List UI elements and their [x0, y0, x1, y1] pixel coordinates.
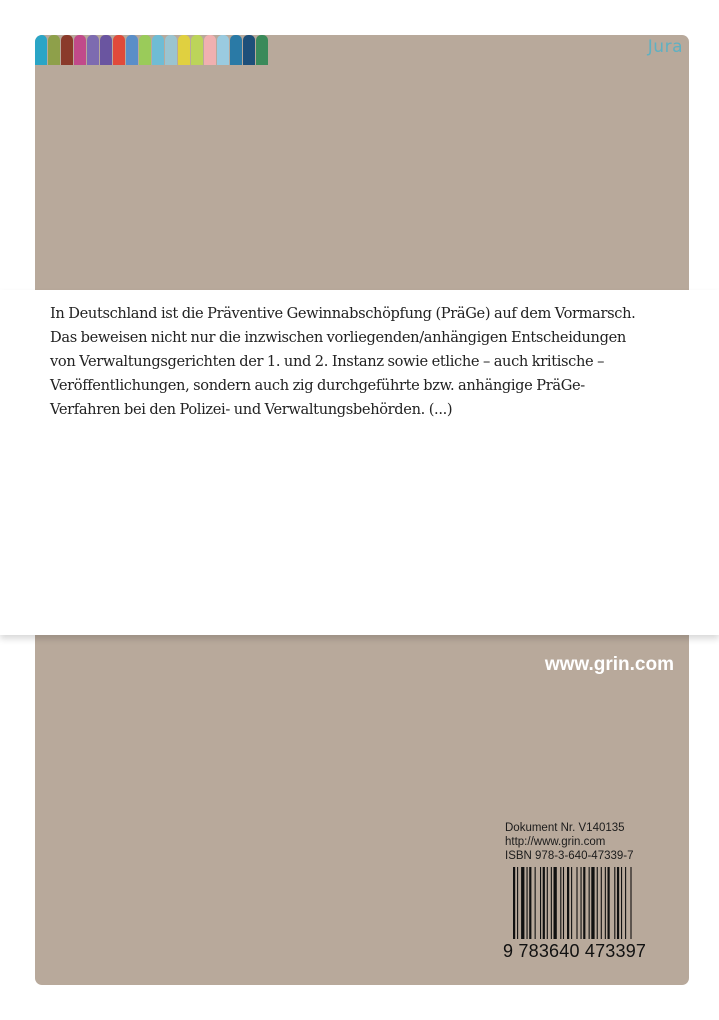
document-info: [505, 821, 675, 863]
barcode-bar: [571, 867, 572, 939]
cover-top-panel: [35, 35, 689, 290]
barcode-bar: [583, 867, 585, 939]
barcode-bar: [614, 867, 615, 939]
color-stripe: [256, 35, 268, 65]
color-stripe: [217, 35, 229, 65]
color-stripe: [152, 35, 164, 65]
color-stripe: [191, 35, 203, 65]
barcode-bar: [625, 867, 626, 939]
cover-bottom-panel: [35, 635, 689, 985]
document-url[interactable]: http://www.grin.com: [505, 836, 606, 848]
category-label: Jura: [647, 37, 683, 57]
color-stripe: [35, 35, 47, 65]
color-stripe: [230, 35, 242, 65]
barcode-bar: [605, 867, 606, 939]
barcode-bar: [535, 867, 536, 939]
barcode-bar: [513, 867, 515, 939]
color-stripe: [204, 35, 216, 65]
barcode-bar: [554, 867, 557, 939]
color-stripe: [61, 35, 73, 65]
barcode-bar: [543, 867, 545, 939]
barcode-bar: [517, 867, 518, 939]
barcode-bars: [503, 865, 677, 943]
barcode-bar: [567, 867, 569, 939]
document-number: Dokument Nr. V140135: [505, 822, 625, 834]
color-stripe: [48, 35, 60, 65]
barcode-bar: [529, 867, 531, 939]
blurb-text: In Deutschland ist die Präventive Gewinnabschöpfung (PräGe) auf dem Vormarsch. Das beweisen nicht nur die inzwischen vorliegenden/anhängigen Entscheidungen von Verwaltungsgerichten der 1. und 2. Instanz sowie etliche – auch kritische – Veröffentlichungen, sondern auch zig durchgeführte bzw. anhängige PräGe-Verfahren bei den Polizei- und Verwaltungsbehörden. (...): [50, 305, 636, 418]
color-stripe: [139, 35, 151, 65]
barcode-bar: [630, 867, 631, 939]
barcode-bar: [591, 867, 594, 939]
color-stripe: [126, 35, 138, 65]
color-stripe: [87, 35, 99, 65]
color-stripe: [74, 35, 86, 65]
blurb-panel: [0, 290, 719, 635]
barcode-bar: [597, 867, 598, 939]
barcode-bar: [617, 867, 619, 939]
barcode-bar: [608, 867, 610, 939]
color-stripe: [243, 35, 255, 65]
barcode-bar: [621, 867, 622, 939]
barcode-bar: [576, 867, 577, 939]
barcode-bar: [563, 867, 564, 939]
barcode-bar: [540, 867, 541, 939]
color-stripe: [113, 35, 125, 65]
barcode-bar: [521, 867, 524, 939]
barcode-bar: [547, 867, 548, 939]
barcode-digits: 9 783640 473397: [503, 941, 647, 961]
color-stripe: [178, 35, 190, 65]
barcode-bar: [560, 867, 561, 939]
barcode-bar: [601, 867, 602, 939]
barcode: [503, 865, 677, 967]
barcode-bar: [551, 867, 552, 939]
color-stripe: [100, 35, 112, 65]
barcode-bar: [581, 867, 582, 939]
isbn: ISBN 978-3-640-47339-7: [505, 850, 634, 862]
color-stripes: [35, 35, 269, 65]
barcode-bar: [527, 867, 528, 939]
website-link[interactable]: www.grin.com: [544, 654, 674, 675]
color-stripe: [165, 35, 177, 65]
barcode-bar: [589, 867, 590, 939]
